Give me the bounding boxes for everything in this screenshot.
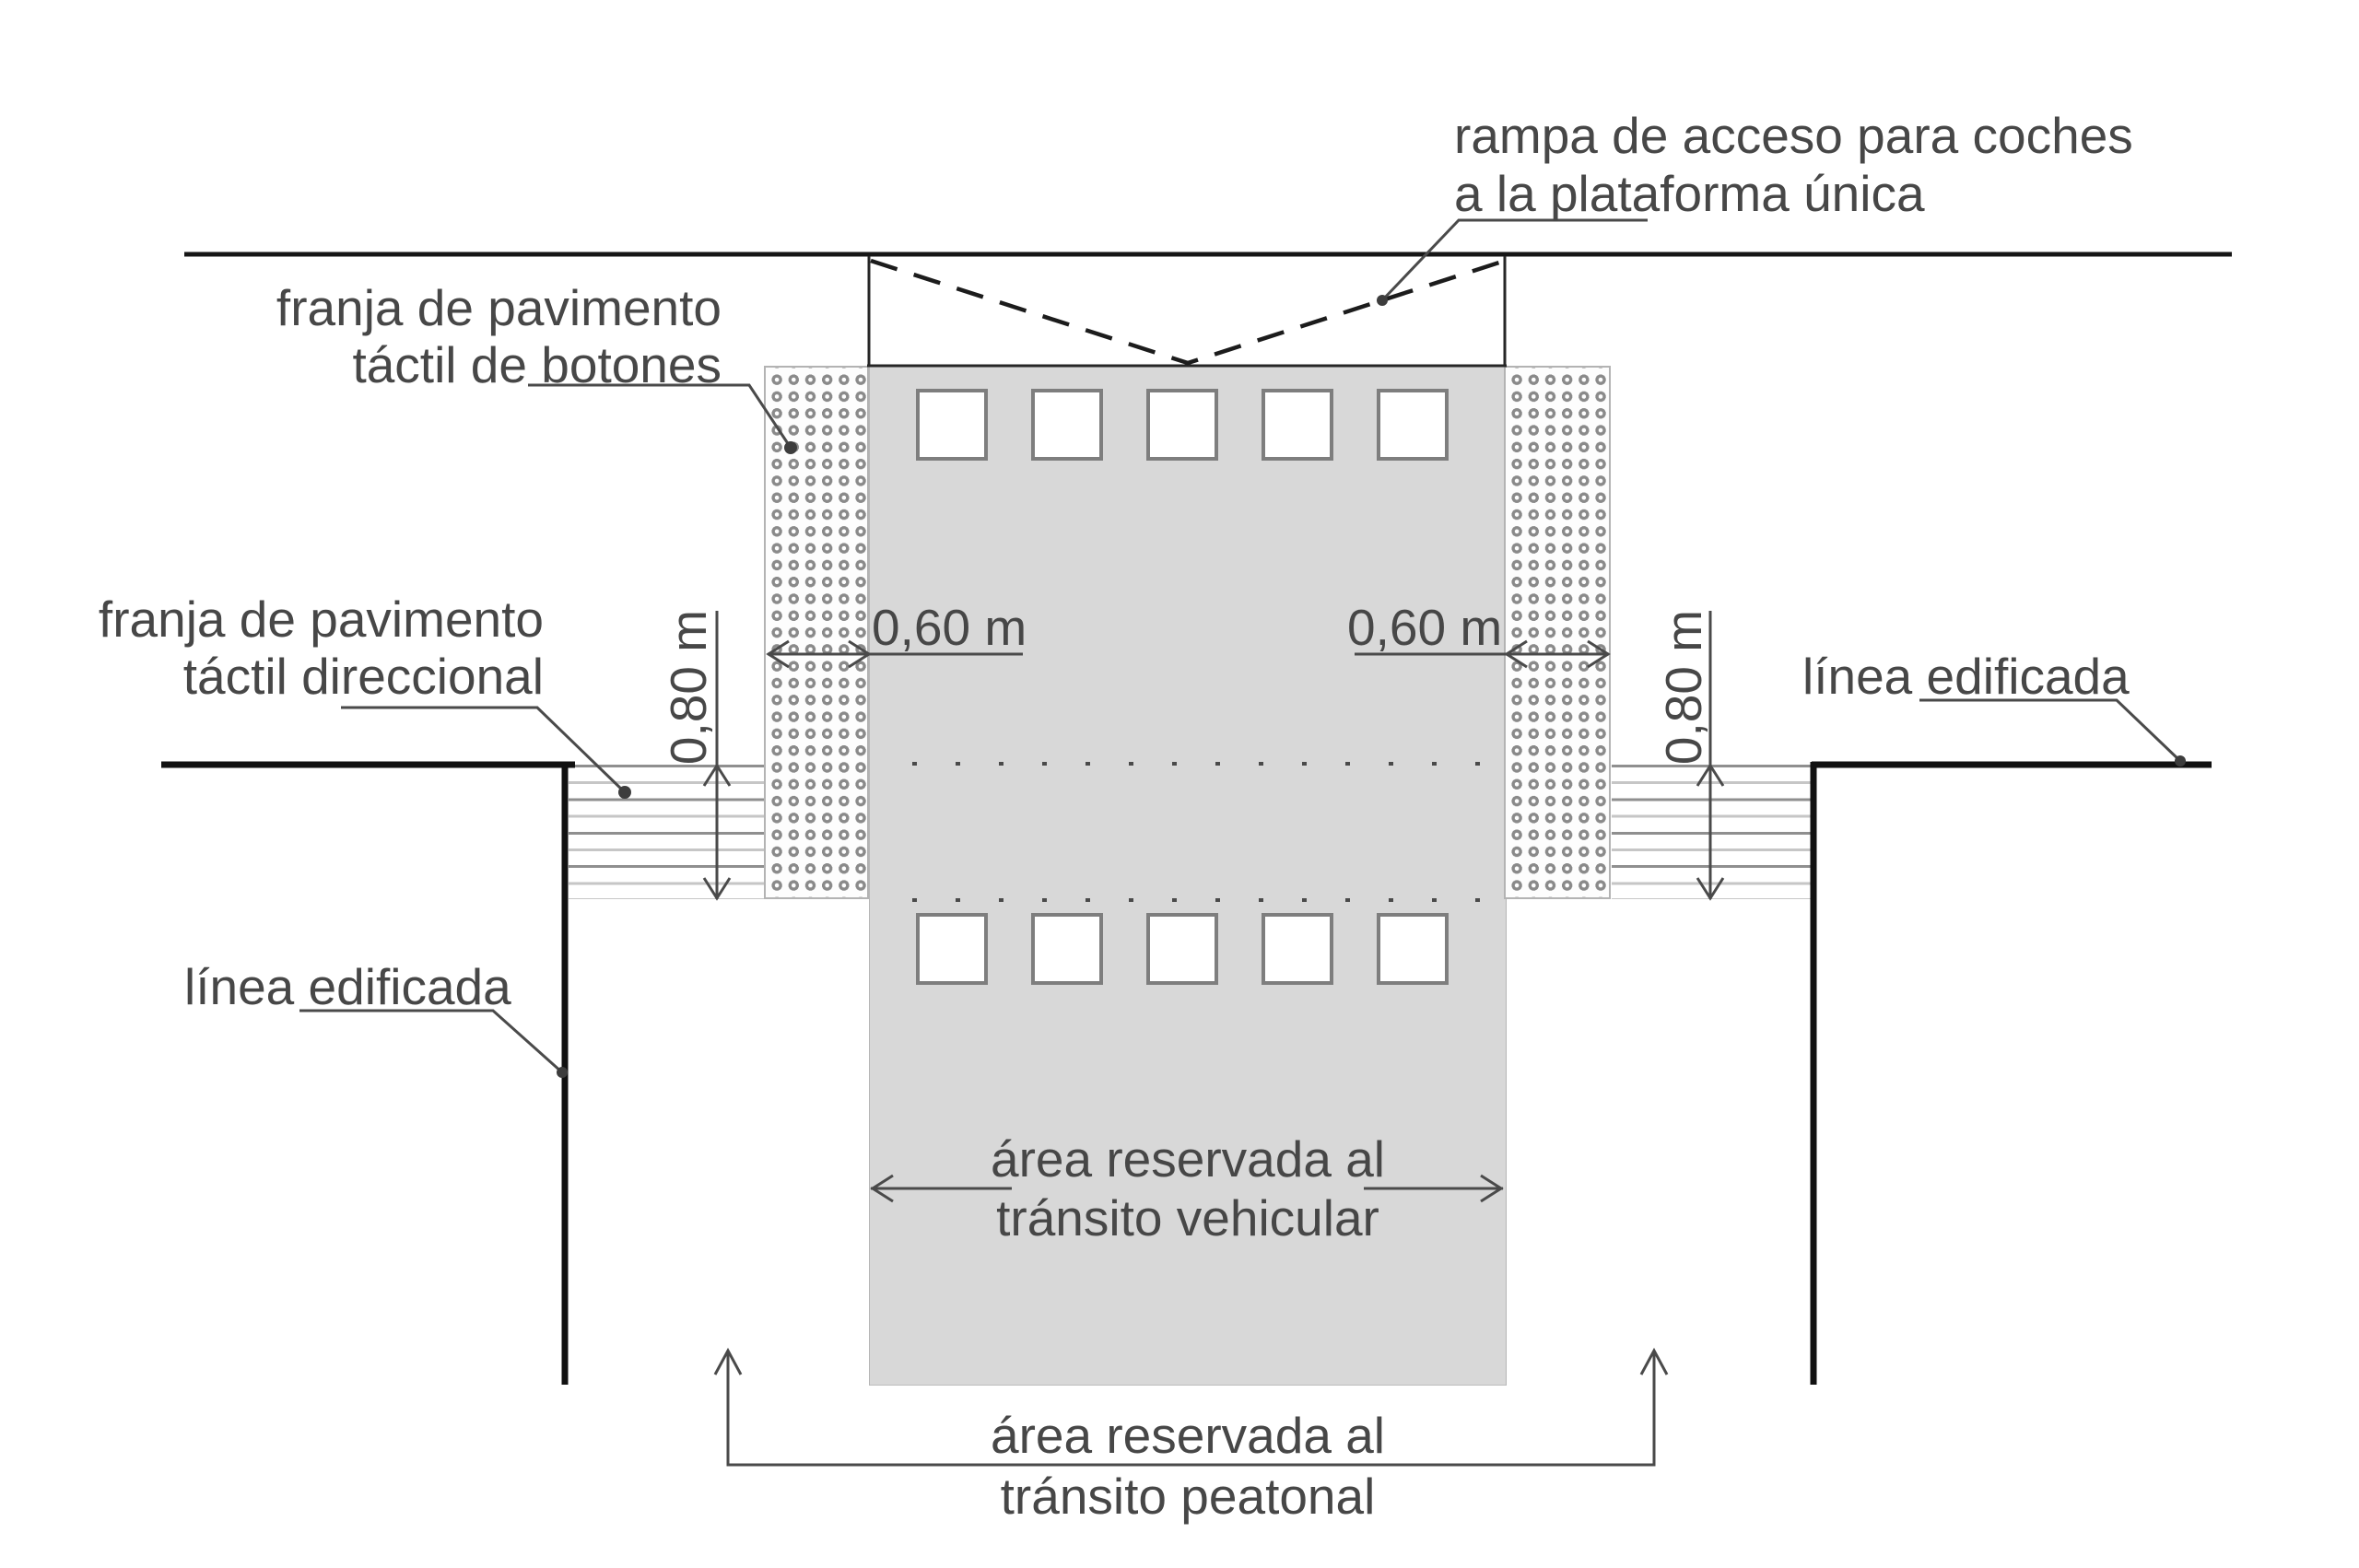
tactile-buttons-label-line1: franja de pavimento: [276, 279, 722, 336]
ramp-label: [1454, 107, 2133, 223]
tactile-buttons-label: [261, 279, 722, 393]
tactile-directional-label: [83, 591, 544, 705]
leader-tactile-directional: [341, 708, 625, 792]
tactile-buttons-label-line2: táctil de botones: [352, 336, 722, 393]
dimension-060-right-value: 0,60 m: [1347, 599, 1503, 656]
ramp-label-line2: a la plataforma única: [1454, 165, 1925, 222]
tactile-directional-label-line2: táctil direccional: [182, 648, 544, 705]
built-line-left-shape: [161, 762, 575, 1385]
dimension-080-left-value: 0,80 m: [660, 609, 717, 766]
built-line-right-shape: [1812, 762, 2212, 1385]
pedestrian-area-label-line2: tránsito peatonal: [1000, 1468, 1376, 1525]
pedestrian-area-label: [911, 1405, 1464, 1527]
leader-ramp: [1382, 220, 1648, 300]
tactile-directional-label-line1: franja de pavimento: [98, 591, 544, 648]
pedestrian-area-label-line1: área reservada al: [990, 1407, 1386, 1464]
leader-built-line-right: [1919, 700, 2180, 761]
ramp-box-edges: [867, 256, 1507, 366]
leader-built-line-left: [299, 1011, 562, 1072]
vehicular-area-label-line1: área reservada al: [990, 1130, 1386, 1188]
ramp-label-line1: rampa de acceso para coches: [1454, 107, 2133, 164]
dimension-060-left-value: 0,60 m: [872, 599, 1027, 656]
bollard-squares-row2: [918, 915, 1447, 983]
dimension-080-right-value: 0,80 m: [1655, 609, 1712, 766]
built-line-label-left: línea edificada: [184, 958, 511, 1015]
ramp-dashed-slope: [871, 261, 1505, 363]
vehicular-area-label-line2: tránsito vehicular: [996, 1189, 1379, 1246]
leader-tactile-buttons: [528, 385, 791, 448]
built-line-label-right: línea edificada: [1802, 648, 2130, 705]
bollard-squares-row1: [918, 391, 1447, 459]
vehicular-area-label: [911, 1129, 1464, 1247]
